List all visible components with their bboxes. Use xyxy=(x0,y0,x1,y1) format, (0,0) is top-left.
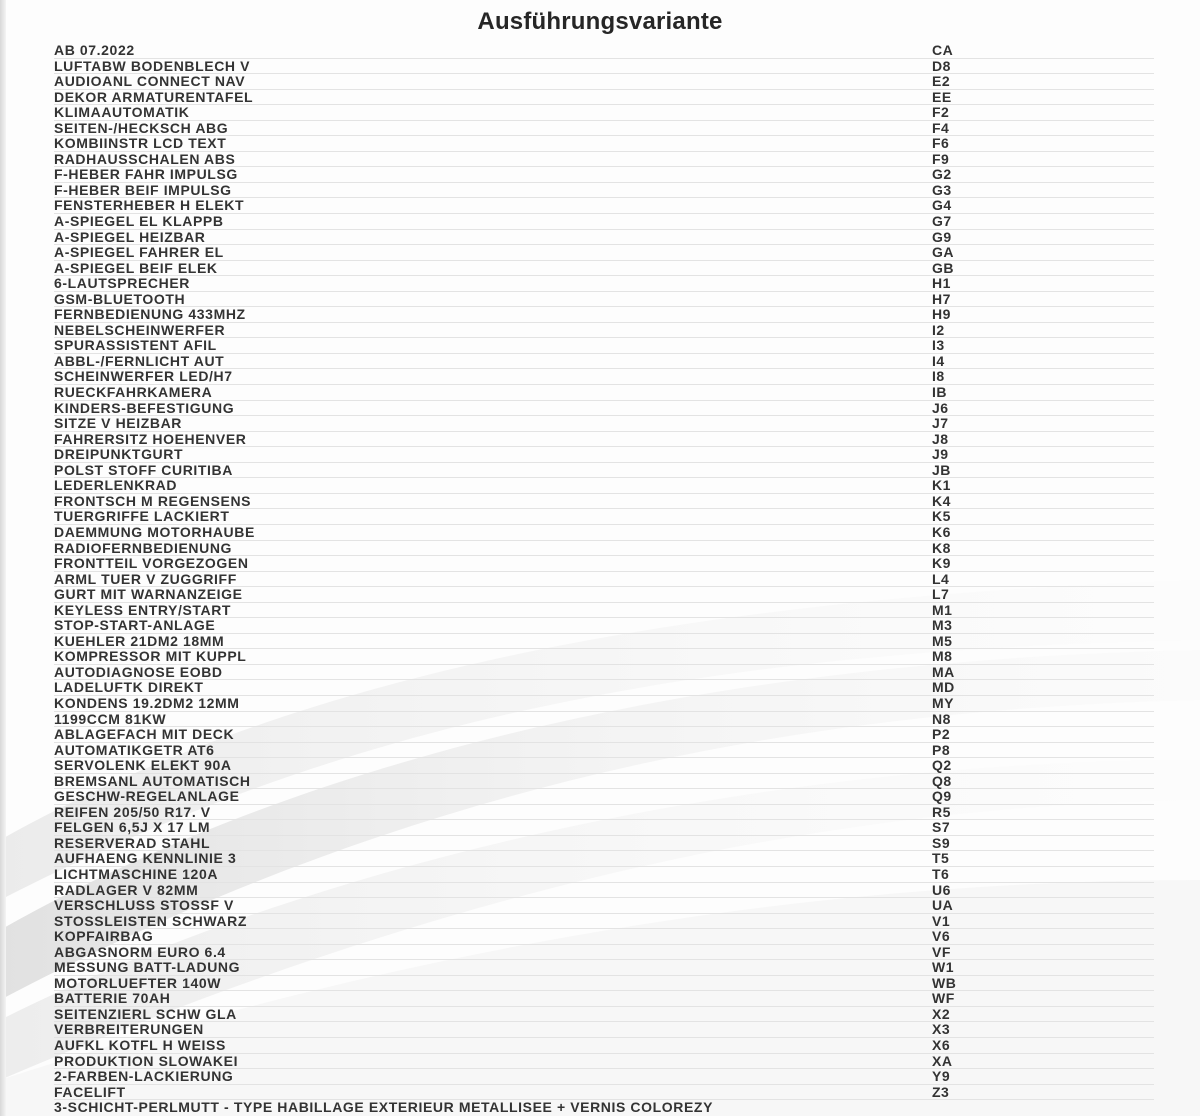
equipment-code: L7 xyxy=(932,586,950,603)
equipment-description: STOSSLEISTEN SCHWARZ xyxy=(54,912,247,929)
equipment-code: J9 xyxy=(932,446,949,463)
equipment-row xyxy=(54,712,1154,728)
equipment-row xyxy=(54,991,1154,1007)
equipment-row xyxy=(54,929,1154,945)
equipment-description: NEBELSCHEINWERFER xyxy=(54,321,226,338)
equipment-code: G3 xyxy=(932,181,952,198)
equipment-description: MOTORLUEFTER 140W xyxy=(54,974,222,991)
equipment-row xyxy=(54,960,1154,976)
equipment-row xyxy=(54,1100,1154,1116)
equipment-row xyxy=(54,1069,1154,1085)
equipment-row xyxy=(54,572,1154,588)
equipment-code: M1 xyxy=(932,601,953,618)
equipment-description: KOMBIINSTR LCD TEXT xyxy=(54,135,227,152)
equipment-code: H7 xyxy=(932,290,951,307)
equipment-row xyxy=(54,774,1154,790)
equipment-row xyxy=(54,136,1154,152)
equipment-row xyxy=(54,525,1154,541)
equipment-code: N8 xyxy=(932,710,951,727)
equipment-code: Q8 xyxy=(932,772,952,789)
equipment-row xyxy=(54,976,1154,992)
equipment-row xyxy=(54,758,1154,774)
equipment-description: F-HEBER BEIF IMPULSG xyxy=(54,181,232,198)
equipment-description: GURT MIT WARNANZEIGE xyxy=(54,586,243,603)
equipment-code: GB xyxy=(932,259,954,276)
equipment-description: POLST STOFF CURITIBA xyxy=(54,461,233,478)
equipment-row xyxy=(54,323,1154,339)
equipment-code: X2 xyxy=(932,1005,951,1022)
equipment-description: SPURASSISTENT AFIL xyxy=(54,337,217,354)
equipment-row xyxy=(54,914,1154,930)
equipment-row xyxy=(54,121,1154,137)
equipment-row xyxy=(54,90,1154,106)
equipment-code: G9 xyxy=(932,228,952,245)
equipment-code: IB xyxy=(932,384,947,401)
equipment-code: V6 xyxy=(932,928,951,945)
equipment-description: MESSUNG BATT-LADUNG xyxy=(54,959,241,976)
equipment-row xyxy=(54,836,1154,852)
equipment-description: KUEHLER 21DM2 18MM xyxy=(54,632,225,649)
equipment-row xyxy=(54,743,1154,759)
equipment-code: E2 xyxy=(932,73,951,90)
equipment-code: I4 xyxy=(932,352,945,369)
equipment-description: VERSCHLUSS STOSSF V xyxy=(54,897,234,914)
equipment-row xyxy=(54,1007,1154,1023)
equipment-code: W1 xyxy=(932,959,954,976)
equipment-description: FRONTTEIL VORGEZOGEN xyxy=(54,555,249,572)
equipment-description: AUFKL KOTFL H WEISS xyxy=(54,1037,226,1053)
equipment-row xyxy=(54,1022,1154,1038)
equipment-row xyxy=(54,230,1154,246)
equipment-description: A-SPIEGEL EL KLAPPB xyxy=(54,213,224,230)
equipment-row xyxy=(54,214,1154,230)
equipment-description: AUDIOANL CONNECT NAV xyxy=(54,73,246,90)
equipment-code: X6 xyxy=(932,1037,951,1053)
equipment-code: K5 xyxy=(932,508,951,525)
equipment-description: VERBREITERUNGEN xyxy=(54,1021,204,1038)
equipment-description: RADLAGER V 82MM xyxy=(54,881,199,898)
equipment-row xyxy=(54,727,1154,743)
equipment-code: G2 xyxy=(932,166,952,183)
equipment-description: LICHTMASCHINE 120A xyxy=(54,865,219,882)
equipment-code: MA xyxy=(932,663,955,680)
equipment-row xyxy=(54,618,1154,634)
equipment-description: GESCHW-REGELANLAGE xyxy=(54,788,240,805)
equipment-description: SCHEINWERFER LED/H7 xyxy=(54,368,233,385)
equipment-row xyxy=(54,369,1154,385)
equipment-description: A-SPIEGEL FAHRER EL xyxy=(54,244,224,261)
equipment-description: ABGASNORM EURO 6.4 xyxy=(54,943,226,960)
equipment-row xyxy=(54,261,1154,277)
equipment-row xyxy=(54,541,1154,557)
equipment-code: Q2 xyxy=(932,757,952,774)
equipment-code: X3 xyxy=(932,1021,951,1038)
equipment-description: FENSTERHEBER H ELEKT xyxy=(54,197,245,214)
equipment-row xyxy=(54,401,1154,417)
equipment-description: A-SPIEGEL BEIF ELEK xyxy=(54,259,218,276)
equipment-row xyxy=(54,789,1154,805)
equipment-code: MD xyxy=(932,679,955,696)
equipment-description: SERVOLENK ELEKT 90A xyxy=(54,757,232,774)
equipment-description: KEYLESS ENTRY/START xyxy=(54,601,232,618)
equipment-description: 3-SCHICHT-PERLMUTT - TYPE HABILLAGE EXTERIEUR METALLISEE + VERNIS COLOREZY xyxy=(54,1099,714,1116)
equipment-code: WF xyxy=(932,990,955,1007)
equipment-row xyxy=(54,105,1154,121)
equipment-code: K1 xyxy=(932,477,951,494)
equipment-code: F2 xyxy=(932,104,950,121)
equipment-code: L4 xyxy=(932,570,950,587)
equipment-description: RADHAUSSCHALEN ABS xyxy=(54,150,236,167)
equipment-code: I2 xyxy=(932,321,945,338)
equipment-description: SEITEN-/HECKSCH ABG xyxy=(54,119,229,136)
equipment-code: K9 xyxy=(932,555,951,572)
equipment-row xyxy=(54,649,1154,665)
equipment-code: XA xyxy=(932,1052,953,1069)
equipment-code: S7 xyxy=(932,819,951,836)
equipment-row xyxy=(54,198,1154,214)
equipment-row xyxy=(54,1038,1154,1054)
equipment-list xyxy=(54,43,1154,1116)
equipment-code: K8 xyxy=(932,539,951,556)
equipment-code: U6 xyxy=(932,881,951,898)
equipment-code: UA xyxy=(932,897,954,914)
equipment-row xyxy=(54,883,1154,899)
equipment-description: 2-FARBEN-LACKIERUNG xyxy=(54,1068,234,1085)
equipment-description: KOPFAIRBAG xyxy=(54,928,154,945)
equipment-description: A-SPIEGEL HEIZBAR xyxy=(54,228,206,245)
equipment-description: RUECKFAHRKAMERA xyxy=(54,384,213,401)
equipment-code: J7 xyxy=(932,415,949,432)
equipment-description: BREMSANL AUTOMATISCH xyxy=(54,772,251,789)
equipment-code: JB xyxy=(932,461,951,478)
equipment-code: M5 xyxy=(932,632,953,649)
equipment-row xyxy=(54,805,1154,821)
equipment-description: DREIPUNKTGURT xyxy=(54,446,184,463)
equipment-code: H1 xyxy=(932,275,951,292)
equipment-description: LADELUFTK DIREKT xyxy=(54,679,204,696)
equipment-code: GA xyxy=(932,244,954,261)
equipment-code: P8 xyxy=(932,741,951,758)
equipment-code: G4 xyxy=(932,197,952,214)
equipment-row xyxy=(54,494,1154,510)
equipment-description: 1199CCM 81KW xyxy=(54,710,167,727)
equipment-description: REIFEN 205/50 R17. V xyxy=(54,803,211,820)
equipment-row xyxy=(54,898,1154,914)
equipment-row xyxy=(54,167,1154,183)
equipment-row xyxy=(54,183,1154,199)
equipment-description: SITZE V HEIZBAR xyxy=(54,415,183,432)
equipment-code: K4 xyxy=(932,492,951,509)
equipment-row xyxy=(54,1085,1154,1101)
equipment-code: R5 xyxy=(932,803,951,820)
equipment-row xyxy=(54,43,1154,59)
page-title: Ausführungsvariante xyxy=(477,8,723,35)
equipment-description: FACELIFT xyxy=(54,1083,126,1100)
equipment-description: AUTOMATIKGETR AT6 xyxy=(54,741,215,758)
equipment-row xyxy=(54,338,1154,354)
equipment-description: BATTERIE 70AH xyxy=(54,990,171,1007)
equipment-row xyxy=(54,945,1154,961)
equipment-description: F-HEBER FAHR IMPULSG xyxy=(54,166,238,183)
equipment-row xyxy=(54,463,1154,479)
equipment-description: FAHRERSITZ HOEHENVER xyxy=(54,430,247,447)
equipment-code: T6 xyxy=(932,865,950,882)
equipment-row xyxy=(54,1054,1154,1070)
equipment-description: KINDERS-BEFESTIGUNG xyxy=(54,399,235,416)
equipment-row xyxy=(54,634,1154,650)
equipment-description: LEDERLENKRAD xyxy=(54,477,178,494)
equipment-code: CA xyxy=(932,42,954,58)
equipment-description: TUERGRIFFE LACKIERT xyxy=(54,508,230,525)
equipment-row xyxy=(54,820,1154,836)
equipment-code: I8 xyxy=(932,368,945,385)
equipment-code: MY xyxy=(932,694,954,711)
equipment-row xyxy=(54,867,1154,883)
equipment-row xyxy=(54,509,1154,525)
equipment-description: ABBL-/FERNLICHT AUT xyxy=(54,352,225,369)
equipment-row xyxy=(54,385,1154,401)
equipment-code: M8 xyxy=(932,648,953,665)
equipment-description: DEKOR ARMATURENTAFEL xyxy=(54,88,254,105)
equipment-description: 6-LAUTSPRECHER xyxy=(54,275,190,292)
equipment-row xyxy=(54,354,1154,370)
equipment-row xyxy=(54,851,1154,867)
equipment-code: P2 xyxy=(932,726,951,743)
equipment-row xyxy=(54,307,1154,323)
equipment-row xyxy=(54,556,1154,572)
equipment-description: KLIMAAUTOMATIK xyxy=(54,104,190,121)
equipment-code: WB xyxy=(932,974,957,991)
equipment-description: GSM-BLUETOOTH xyxy=(54,290,186,307)
equipment-description: PRODUKTION SLOWAKEI xyxy=(54,1052,239,1069)
equipment-code: I3 xyxy=(932,337,945,354)
equipment-row xyxy=(54,680,1154,696)
equipment-description: KOMPRESSOR MIT KUPPL xyxy=(54,648,247,665)
equipment-code: VF xyxy=(932,943,951,960)
equipment-description: FERNBEDIENUNG 433MHZ xyxy=(54,306,246,323)
equipment-description: KONDENS 19.2DM2 12MM xyxy=(54,694,240,711)
equipment-description: STOP-START-ANLAGE xyxy=(54,617,216,634)
equipment-code: G7 xyxy=(932,213,952,230)
equipment-description: DAEMMUNG MOTORHAUBE xyxy=(54,523,255,540)
equipment-code: S9 xyxy=(932,834,951,851)
equipment-description: LUFTABW BODENBLECH V xyxy=(54,57,251,74)
equipment-description: RESERVERAD STAHL xyxy=(54,834,211,851)
equipment-row xyxy=(54,478,1154,494)
equipment-code: Q9 xyxy=(932,788,952,805)
equipment-code: M3 xyxy=(932,617,953,634)
equipment-code: F4 xyxy=(932,119,950,136)
equipment-row xyxy=(54,696,1154,712)
equipment-code: Z3 xyxy=(932,1083,950,1100)
equipment-code: V1 xyxy=(932,912,951,929)
equipment-row xyxy=(54,245,1154,261)
equipment-code: Y9 xyxy=(932,1068,951,1085)
equipment-code: T5 xyxy=(932,850,950,867)
equipment-code: D8 xyxy=(932,57,951,74)
equipment-row xyxy=(54,432,1154,448)
equipment-code: F9 xyxy=(932,150,950,167)
equipment-description: FELGEN 6,5J X 17 LM xyxy=(54,819,211,836)
equipment-code: J8 xyxy=(932,430,949,447)
equipment-code: J6 xyxy=(932,399,949,416)
equipment-description: AUFHAENG KENNLINIE 3 xyxy=(54,850,237,867)
left-edge-shadow xyxy=(0,0,6,1116)
equipment-code: K6 xyxy=(932,523,951,540)
equipment-row xyxy=(54,276,1154,292)
equipment-row xyxy=(54,603,1154,619)
equipment-row xyxy=(54,74,1154,90)
equipment-row xyxy=(54,59,1154,75)
equipment-row xyxy=(54,416,1154,432)
equipment-description: ABLAGEFACH MIT DECK xyxy=(54,726,235,743)
equipment-code: H9 xyxy=(932,306,951,323)
equipment-description: ARML TUER V ZUGGRIFF xyxy=(54,570,237,587)
equipment-description: RADIOFERNBEDIENUNG xyxy=(54,539,233,556)
equipment-row xyxy=(54,447,1154,463)
equipment-description: AB 07.2022 xyxy=(54,42,135,58)
equipment-row xyxy=(54,292,1154,308)
equipment-code: EE xyxy=(932,88,952,105)
equipment-description: SEITENZIERL SCHW GLA xyxy=(54,1005,237,1022)
equipment-row xyxy=(54,587,1154,603)
equipment-description: AUTODIAGNOSE EOBD xyxy=(54,663,223,680)
equipment-row xyxy=(54,152,1154,168)
equipment-row xyxy=(54,665,1154,681)
equipment-description: FRONTSCH M REGENSENS xyxy=(54,492,252,509)
equipment-code: F6 xyxy=(932,135,950,152)
